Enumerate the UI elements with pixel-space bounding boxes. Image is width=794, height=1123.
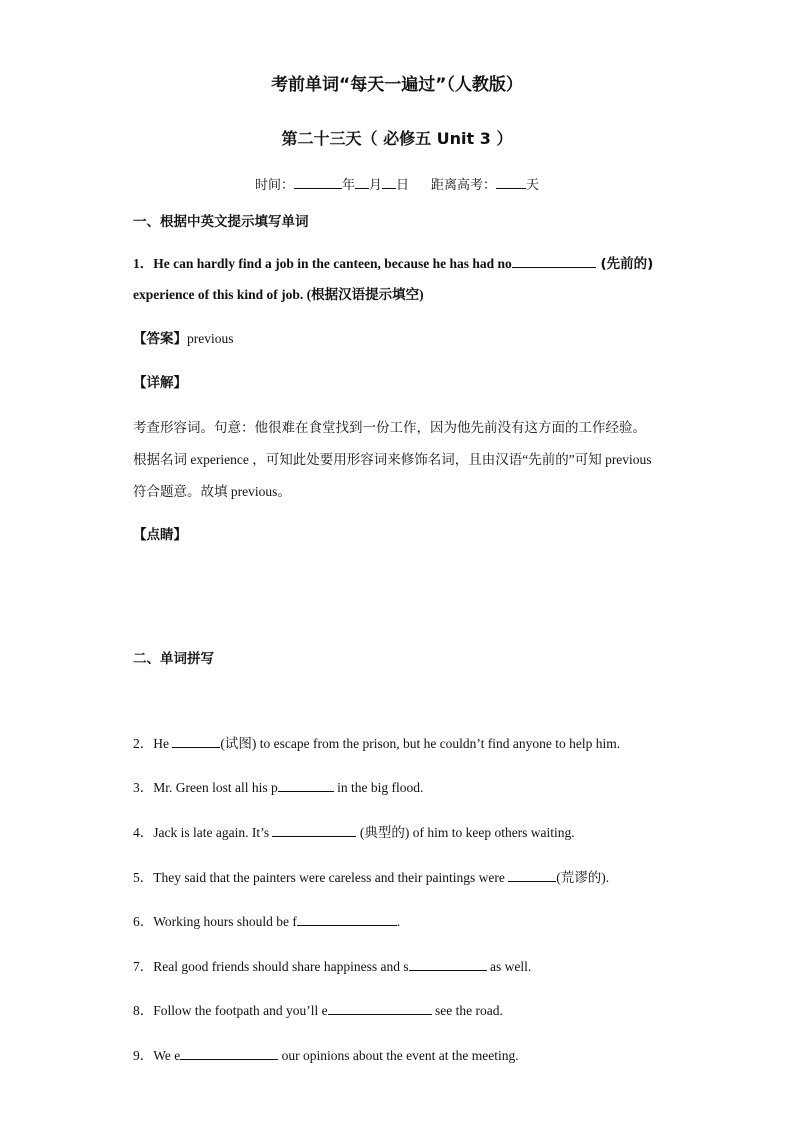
answer-blank (328, 1002, 432, 1015)
question-text: our opinions about the event at the meeting. (278, 1048, 519, 1063)
question-6 (133, 910, 400, 930)
question-number: 5． (133, 870, 154, 885)
answer-line (133, 327, 234, 347)
question-text: Mr. Green lost all his p (153, 780, 278, 795)
question-9 (133, 1044, 519, 1064)
question-5 (133, 866, 609, 886)
explain-label: 【详解】 (133, 375, 187, 391)
question-2 (133, 732, 620, 752)
day-label: 日 (396, 178, 410, 193)
answer-blank (508, 869, 556, 882)
question-text: . (396, 914, 401, 929)
document-title: 考前单词“每天一遍过”（人教版） (271, 75, 523, 95)
year-blank (294, 176, 342, 189)
section2-heading: 二、单词拼写 (133, 651, 214, 667)
answer-blank (180, 1047, 278, 1060)
question-text: see the road. (431, 1003, 503, 1018)
days-blank (496, 176, 526, 189)
question-7 (133, 955, 531, 975)
distance-label: 距离高考： (431, 178, 497, 193)
days-label: 天 (526, 178, 540, 193)
tip-label: 【点睛】 (133, 527, 187, 543)
question-text: (典型的) of him to keep others waiting. (356, 825, 575, 840)
answer-label: 【答案】 (133, 331, 187, 347)
question-text: He (153, 736, 173, 751)
question-number: 9． (133, 1048, 154, 1063)
answer-blank (409, 958, 487, 971)
month-label: 月 (368, 178, 382, 193)
question-text: We e (153, 1048, 181, 1063)
question-text: Working hours should be f (153, 914, 297, 929)
explain-line-2: 根据名词 experience ，可知此处要用形容词来修饰名词，且由汉语“先前的”可知 previous (133, 452, 652, 467)
q1-line1 (133, 252, 653, 272)
day-blank (382, 176, 396, 189)
question-number: 7． (133, 959, 154, 974)
question-text: Jack is late again. It’s (153, 825, 273, 840)
question-text: (试图) to escape from the prison, but he couldn’t find anyone to help him. (220, 736, 621, 751)
question-number: 4． (133, 825, 154, 840)
q1-text-after: (先前的) (595, 256, 654, 272)
time-label: 时间： (254, 178, 294, 193)
question-number: 3． (133, 780, 154, 795)
question-text: (荒谬的). (556, 870, 610, 885)
answer-blank (172, 735, 220, 748)
question-3 (133, 776, 423, 796)
explain-line-3: 符合题意。故填 previous。 (133, 484, 291, 499)
question-text: as well. (486, 959, 532, 974)
question-text: in the big flood. (333, 780, 424, 795)
question-8 (133, 999, 503, 1019)
answer-blank (297, 913, 397, 926)
answer-blank (278, 779, 334, 792)
question-text: Real good friends should share happiness and s (153, 959, 409, 974)
answer-blank (272, 824, 356, 837)
question-4 (133, 821, 575, 841)
q1-blank (512, 255, 596, 268)
month-blank (355, 176, 369, 189)
q1-text-before: 1．He can hardly find a job in the canteen, because he has had no (133, 256, 512, 271)
question-number: 6． (133, 914, 154, 929)
question-text: Follow the footpath and you’ll e (153, 1003, 328, 1018)
q1-line2: experience of this kind of job. (根据汉语提示填空) (133, 287, 424, 302)
year-label: 年 (341, 178, 355, 193)
section1-heading: 一、根据中英文提示填写单词 (133, 214, 309, 230)
question-number: 8． (133, 1003, 154, 1018)
answer-value: previous (187, 331, 234, 346)
question-number: 2． (133, 736, 154, 751)
question-text: They said that the painters were careless and their paintings were (153, 870, 509, 885)
date-line (0, 174, 794, 193)
document-subtitle: 第二十三天（ 必修五 Unit 3 ） (281, 129, 513, 148)
explain-line-1: 考查形容词。句意：他很难在食堂找到一份工作，因为他先前没有这方面的工作经验。 (133, 420, 646, 436)
